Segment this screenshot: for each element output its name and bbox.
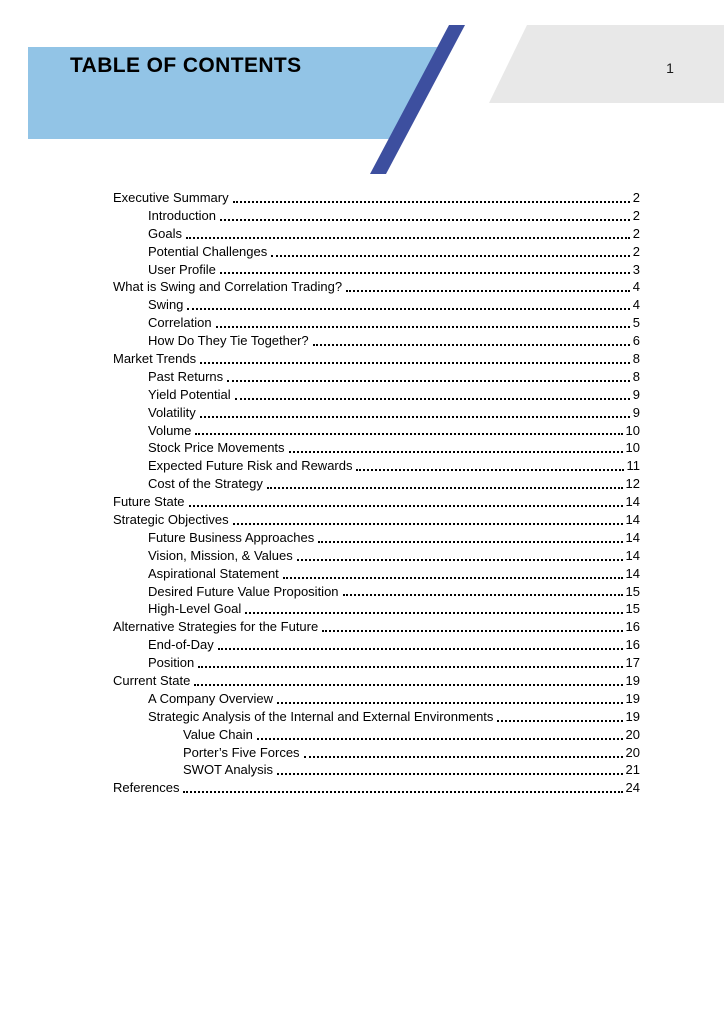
toc-entry[interactable] [113, 600, 640, 618]
toc-entry-page[interactable]: 24 [625, 780, 640, 796]
toc-entry[interactable] [113, 493, 640, 511]
toc-entry[interactable] [113, 529, 640, 547]
dot-leader [343, 594, 623, 596]
toc-entry[interactable] [113, 547, 640, 565]
toc-entry-label[interactable]: References [113, 780, 180, 796]
toc-entry[interactable] [113, 708, 640, 726]
dot-leader [187, 308, 629, 310]
dot-leader [346, 290, 630, 292]
toc-entry-page[interactable]: 14 [625, 547, 640, 563]
toc-entry[interactable] [113, 654, 640, 672]
toc-entry-label[interactable]: Introduction [148, 207, 216, 223]
toc-entry-label[interactable]: SWOT Analysis [183, 762, 274, 778]
toc-entry-page[interactable]: 14 [625, 494, 640, 510]
dot-leader [186, 237, 630, 239]
dot-leader [200, 362, 630, 364]
toc-entry-label[interactable]: Alternative Strategies for the Future [113, 619, 319, 635]
toc-entry-label[interactable]: Yield Potential [148, 386, 231, 402]
toc-entry-page[interactable]: 19 [625, 673, 640, 689]
toc-entry-page[interactable]: 10 [625, 440, 640, 456]
toc-entry[interactable] [113, 243, 640, 261]
toc-entry-label[interactable]: Vision, Mission, & Values [148, 547, 293, 563]
toc-entry[interactable] [113, 332, 640, 350]
toc-entry-label[interactable]: Past Returns [148, 368, 224, 384]
toc-entry-label[interactable]: End-of-Day [148, 637, 214, 653]
toc-entry-page[interactable]: 2 [632, 207, 640, 223]
toc-entry[interactable] [113, 672, 640, 690]
toc-entry-label[interactable]: Future Business Approaches [148, 529, 315, 545]
toc-entry-page[interactable]: 11 [626, 458, 640, 474]
toc-entry-page[interactable]: 15 [625, 601, 640, 617]
toc-entry-page[interactable]: 2 [632, 225, 640, 241]
header-decoration [0, 0, 724, 200]
toc-entry-label[interactable]: What is Swing and Correlation Trading? [113, 279, 343, 295]
dot-leader [220, 272, 630, 274]
toc-entry[interactable] [113, 779, 640, 797]
dot-leader [257, 738, 623, 740]
toc-entry-label[interactable]: Market Trends [113, 351, 197, 366]
dot-leader [304, 756, 623, 758]
toc-entry-page[interactable]: 4 [632, 297, 640, 313]
toc-entry-label[interactable]: Cost of the Strategy [148, 476, 263, 492]
toc-entry-page[interactable]: 10 [625, 422, 640, 438]
toc-entry[interactable] [113, 439, 640, 457]
toc-entry-page[interactable]: 14 [625, 529, 640, 545]
toc-entry[interactable] [113, 726, 640, 744]
toc-entry-page[interactable]: 16 [625, 619, 640, 635]
toc-entry-label[interactable]: Desired Future Value Proposition [148, 583, 339, 599]
toc-entry-label[interactable]: Future State [113, 494, 185, 510]
toc-entry[interactable] [113, 314, 640, 332]
toc-entry[interactable] [113, 762, 640, 780]
toc-entry[interactable] [113, 690, 640, 708]
toc-entry-label[interactable]: Goals [148, 225, 182, 241]
dot-leader [271, 255, 630, 257]
toc-entry[interactable] [113, 225, 640, 243]
toc-entry[interactable] [113, 404, 640, 422]
toc-entry-label[interactable]: High-Level Goal [148, 601, 242, 617]
toc-entry-page[interactable]: 19 [625, 708, 640, 724]
toc-entry-page[interactable]: 12 [625, 476, 640, 492]
dot-leader [497, 720, 622, 722]
toc-entry[interactable] [113, 296, 640, 314]
toc-entry-page[interactable]: 9 [632, 386, 640, 402]
toc-entry[interactable] [113, 386, 640, 404]
dot-leader [313, 344, 630, 346]
toc-entry-label[interactable]: Expected Future Risk and Rewards [148, 458, 353, 474]
toc-entry-page[interactable]: 20 [625, 744, 640, 760]
toc-entry-label[interactable]: Volatility [148, 404, 196, 420]
toc-entry-page[interactable]: 21 [625, 762, 640, 778]
toc-entry[interactable] [113, 636, 640, 654]
dot-leader [322, 630, 622, 632]
toc-entry-label[interactable]: Position [148, 655, 195, 671]
toc-entry-label[interactable]: Swing [148, 297, 184, 313]
toc-entry-page[interactable]: 17 [625, 655, 640, 671]
toc-entry-page[interactable]: 14 [625, 512, 640, 528]
toc-entry[interactable] [113, 457, 640, 475]
dot-leader [277, 773, 622, 775]
toc-entry-label[interactable]: User Profile [148, 261, 216, 277]
toc-entry-page[interactable]: 14 [625, 565, 640, 581]
dot-leader [267, 487, 623, 489]
toc-entry-label[interactable]: Volume [148, 422, 192, 438]
toc-entry-label[interactable]: Value Chain [183, 726, 253, 742]
dot-leader [195, 433, 622, 435]
dot-leader [198, 666, 622, 668]
toc-entry[interactable] [113, 511, 640, 529]
toc-entry-page[interactable]: 6 [632, 333, 640, 349]
toc-entry[interactable] [113, 422, 640, 440]
toc-entry-label[interactable]: How Do They Tie Together? [148, 333, 309, 349]
dot-leader [194, 684, 622, 686]
toc-entry-page[interactable]: 2 [632, 189, 640, 205]
dot-leader [220, 219, 630, 221]
toc-entry-label[interactable]: Stock Price Movements [148, 440, 285, 456]
toc-entry-label[interactable]: Potential Challenges [148, 243, 268, 259]
dot-leader [200, 416, 630, 418]
dot-leader [277, 702, 623, 704]
toc-entry-label[interactable]: Executive Summary [113, 189, 229, 205]
toc-entry-label[interactable]: Strategic Objectives [113, 512, 229, 528]
toc-entry[interactable] [113, 278, 640, 296]
toc-list [113, 189, 640, 797]
dot-leader [297, 559, 623, 561]
toc-entry-label[interactable]: Current State [113, 673, 191, 689]
dot-leader [235, 398, 630, 400]
toc-entry-page[interactable]: 8 [632, 368, 640, 384]
toc-entry-page[interactable]: 3 [632, 261, 640, 277]
toc-entry-page[interactable]: 15 [625, 583, 640, 599]
toc-entry-label[interactable]: Strategic Analysis of the Internal and External Environments [148, 708, 494, 724]
dot-leader [356, 469, 623, 471]
dot-leader [233, 523, 623, 525]
toc-entry-label[interactable]: A Company Overview [148, 690, 273, 706]
dot-leader [183, 791, 622, 793]
toc-entry-page[interactable]: 9 [632, 404, 640, 420]
dot-leader [218, 648, 623, 650]
toc-entry[interactable] [113, 261, 640, 279]
toc-entry[interactable] [113, 189, 640, 207]
toc-entry-label[interactable]: Correlation [148, 315, 212, 331]
toc-entry-page[interactable]: 2 [632, 243, 640, 259]
toc-entry[interactable] [113, 207, 640, 225]
toc-entry[interactable] [113, 744, 640, 762]
toc-entry[interactable] [113, 350, 640, 368]
dot-leader [318, 541, 622, 543]
dot-leader [189, 505, 623, 507]
dot-leader [227, 380, 630, 382]
page-number: 1 [666, 60, 674, 76]
toc-entry-page[interactable]: 5 [632, 315, 640, 331]
toc-entry-label[interactable]: Porter’s Five Forces [183, 744, 300, 760]
page-title: TABLE OF CONTENTS [70, 54, 302, 77]
toc-entry-page[interactable]: 20 [625, 726, 640, 742]
toc-entry-label[interactable]: Aspirational Statement [148, 565, 279, 581]
toc-entry-page[interactable]: 16 [625, 637, 640, 653]
toc-entry-page[interactable]: 4 [632, 279, 640, 295]
dot-leader [245, 612, 622, 614]
dot-leader [233, 201, 630, 203]
dot-leader [289, 451, 623, 453]
toc-entry[interactable] [113, 368, 640, 386]
toc-entry[interactable] [113, 475, 640, 493]
toc-entry[interactable] [113, 583, 640, 601]
dot-leader [283, 577, 623, 579]
toc-entry[interactable] [113, 618, 640, 636]
toc-entry-page[interactable]: 8 [632, 351, 640, 366]
toc-entry[interactable] [113, 565, 640, 583]
toc-entry-page[interactable]: 19 [625, 690, 640, 706]
dot-leader [216, 326, 630, 328]
